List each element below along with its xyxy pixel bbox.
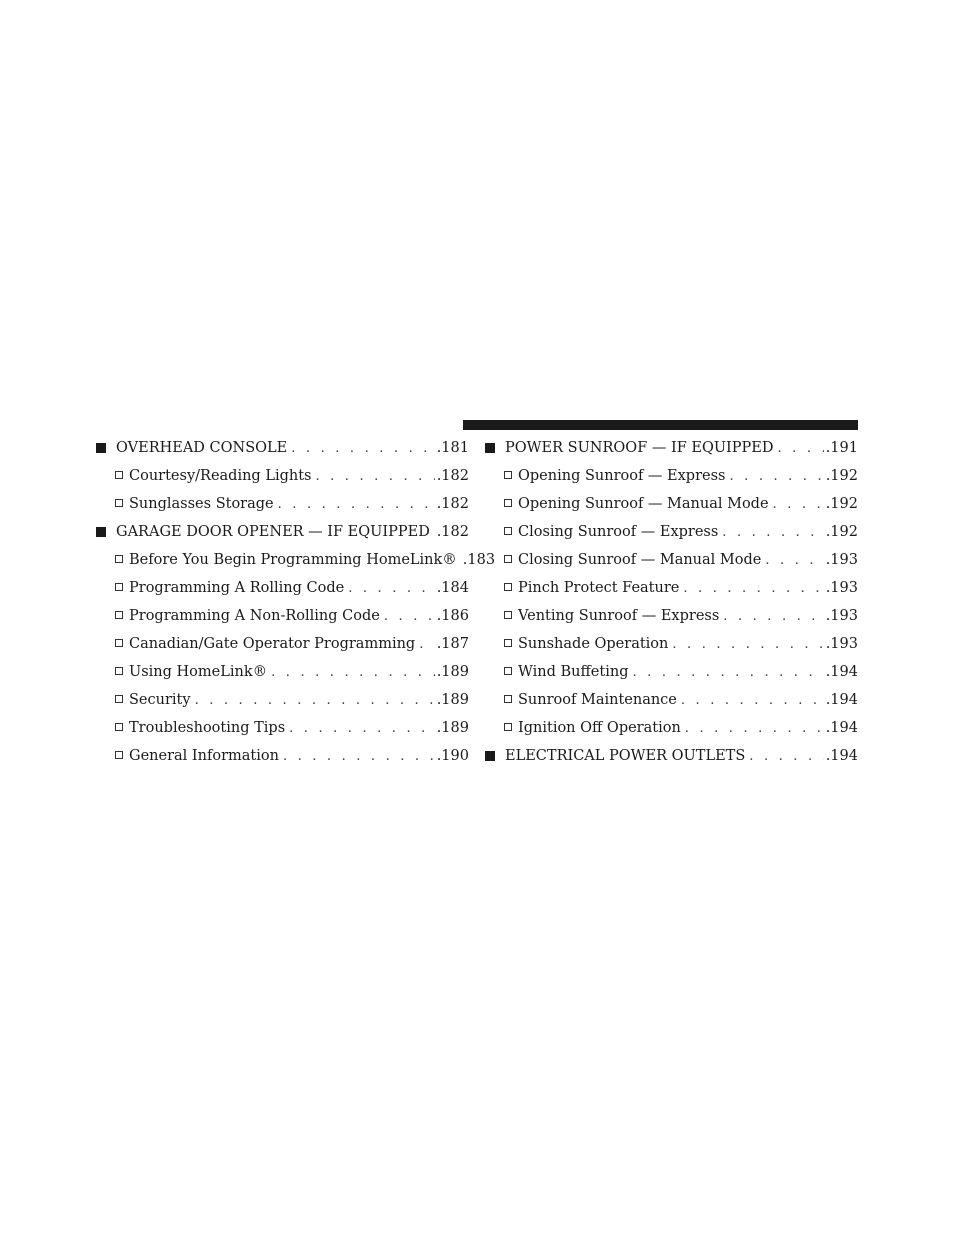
toc-entry-page: .192 — [825, 524, 858, 540]
dot-leader — [778, 435, 824, 463]
toc-entry[interactable] — [485, 602, 858, 630]
toc-right-column — [485, 434, 858, 770]
toc-entry-page: .192 — [825, 496, 858, 512]
toc-entry-page: .194 — [825, 720, 858, 736]
hollow-square-bullet-icon — [504, 518, 518, 546]
dot-leader — [683, 575, 823, 603]
toc-entry[interactable] — [96, 574, 469, 602]
toc-entry[interactable] — [485, 686, 858, 714]
toc-entry-page: .194 — [825, 748, 858, 764]
hollow-square-bullet-icon — [504, 714, 518, 742]
dot-leader — [283, 743, 435, 771]
toc-entry-title: Before You Begin Programming HomeLink® — [129, 546, 461, 574]
toc-entry-page: .191 — [825, 440, 858, 456]
toc-entry-page: .192 — [825, 468, 858, 484]
toc-entry[interactable] — [485, 434, 858, 462]
toc-entry-page: .184 — [436, 580, 469, 596]
toc-entry[interactable] — [96, 434, 469, 462]
toc-entry-page: .190 — [436, 748, 469, 764]
filled-square-bullet-icon — [485, 434, 505, 462]
toc-entry[interactable] — [485, 518, 858, 546]
toc-entry-page: .181 — [436, 440, 469, 456]
toc-entry[interactable] — [96, 490, 469, 518]
toc-entry-title: ELECTRICAL POWER OUTLETS — [505, 742, 749, 770]
toc-entry-title: Sunglasses Storage — [129, 490, 278, 518]
hollow-square-bullet-icon — [115, 658, 129, 686]
toc-entry[interactable] — [96, 742, 469, 770]
hollow-square-bullet-icon — [115, 742, 129, 770]
toc-entry-title: Pinch Protect Feature — [518, 574, 683, 602]
dot-leader — [419, 631, 434, 659]
toc-entry-page: .187 — [436, 636, 469, 652]
toc-entry-title: Venting Sunroof — Express — [518, 602, 723, 630]
hollow-square-bullet-icon — [504, 630, 518, 658]
toc-entry[interactable] — [485, 574, 858, 602]
toc-entry-title: GARAGE DOOR OPENER — IF EQUIPPED — [116, 518, 434, 546]
dot-leader — [773, 491, 824, 519]
toc-entry-title: Programming A Rolling Code — [129, 574, 348, 602]
dot-leader — [765, 547, 823, 575]
hollow-square-bullet-icon — [115, 630, 129, 658]
toc-entry[interactable] — [96, 602, 469, 630]
toc-entry-title: Closing Sunroof — Express — [518, 518, 722, 546]
toc-entry-title: Courtesy/Reading Lights — [129, 462, 315, 490]
dot-leader — [722, 519, 823, 547]
toc-entry-page: .189 — [436, 720, 469, 736]
toc-entry-page: .182 — [436, 468, 469, 484]
toc-entry-page: .186 — [436, 608, 469, 624]
toc-entry-title: Troubleshooting Tips — [129, 714, 289, 742]
dot-leader — [729, 463, 823, 491]
toc-entry-title: Wind Buffeting — [518, 658, 632, 686]
filled-square-bullet-icon — [96, 434, 116, 462]
toc-entry[interactable] — [485, 742, 858, 770]
toc-entry-title: General Information — [129, 742, 283, 770]
toc-entry-title: Sunshade Operation — [518, 630, 672, 658]
toc-entry[interactable] — [485, 658, 858, 686]
hollow-square-bullet-icon — [504, 686, 518, 714]
toc-entry-title: Opening Sunroof — Manual Mode — [518, 490, 773, 518]
toc-entry-title: Opening Sunroof — Express — [518, 462, 729, 490]
hollow-square-bullet-icon — [115, 574, 129, 602]
dot-leader — [685, 715, 824, 743]
toc-entry-page: .194 — [825, 664, 858, 680]
toc-entry-page: .189 — [436, 692, 469, 708]
hollow-square-bullet-icon — [115, 714, 129, 742]
toc-entry-title: Canadian/Gate Operator Programming — [129, 630, 419, 658]
hollow-square-bullet-icon — [115, 602, 129, 630]
hollow-square-bullet-icon — [504, 546, 518, 574]
hollow-square-bullet-icon — [504, 490, 518, 518]
hollow-square-bullet-icon — [115, 546, 129, 574]
dot-leader — [632, 659, 823, 687]
dot-leader — [348, 575, 435, 603]
dot-leader — [278, 491, 435, 519]
toc-entry[interactable] — [96, 630, 469, 658]
toc-entry-page: .193 — [825, 636, 858, 652]
dot-leader — [749, 743, 823, 771]
dot-leader — [672, 631, 823, 659]
toc-entry-page: .182 — [436, 524, 469, 540]
toc-entry-page: .193 — [825, 580, 858, 596]
dot-leader — [289, 715, 435, 743]
section-header-bar — [463, 420, 858, 430]
toc-entry-page: .193 — [825, 552, 858, 568]
toc-entry[interactable] — [96, 686, 469, 714]
filled-square-bullet-icon — [485, 742, 505, 770]
toc-entry-title: Ignition Off Operation — [518, 714, 685, 742]
hollow-square-bullet-icon — [504, 658, 518, 686]
toc-entry-page: .189 — [436, 664, 469, 680]
toc-entry-page: .183 — [462, 552, 496, 568]
dot-leader — [384, 603, 435, 631]
toc-entry-page: .182 — [436, 496, 469, 512]
toc-entry-page: .194 — [825, 692, 858, 708]
dot-leader — [315, 463, 434, 491]
hollow-square-bullet-icon — [115, 462, 129, 490]
toc-entry[interactable] — [485, 462, 858, 490]
dot-leader — [195, 687, 435, 715]
toc-entry[interactable] — [485, 490, 858, 518]
toc-entry-title: Security — [129, 686, 195, 714]
dot-leader — [681, 687, 824, 715]
toc-entry[interactable] — [485, 630, 858, 658]
toc-entry[interactable] — [485, 546, 858, 574]
hollow-square-bullet-icon — [115, 686, 129, 714]
dot-leader — [723, 603, 823, 631]
toc-entry-title: Using HomeLink® — [129, 658, 271, 686]
toc-entry-page: .193 — [825, 608, 858, 624]
hollow-square-bullet-icon — [504, 574, 518, 602]
toc-entry-title: Closing Sunroof — Manual Mode — [518, 546, 765, 574]
toc-entry[interactable] — [96, 546, 496, 574]
dot-leader — [291, 435, 434, 463]
toc-entry[interactable] — [96, 714, 469, 742]
toc-entry-title: Sunroof Maintenance — [518, 686, 681, 714]
toc-entry[interactable] — [485, 714, 858, 742]
toc-entry-title: OVERHEAD CONSOLE — [116, 434, 291, 462]
dot-leader — [271, 659, 435, 687]
toc-entry[interactable] — [96, 658, 469, 686]
hollow-square-bullet-icon — [504, 462, 518, 490]
filled-square-bullet-icon — [96, 518, 116, 546]
toc-entry-title: Programming A Non-Rolling Code — [129, 602, 384, 630]
hollow-square-bullet-icon — [115, 490, 129, 518]
hollow-square-bullet-icon — [504, 602, 518, 630]
toc-entry[interactable] — [96, 518, 469, 546]
toc-left-column — [96, 434, 496, 770]
toc-entry-title: POWER SUNROOF — IF EQUIPPED — [505, 434, 778, 462]
toc-entry[interactable] — [96, 462, 469, 490]
